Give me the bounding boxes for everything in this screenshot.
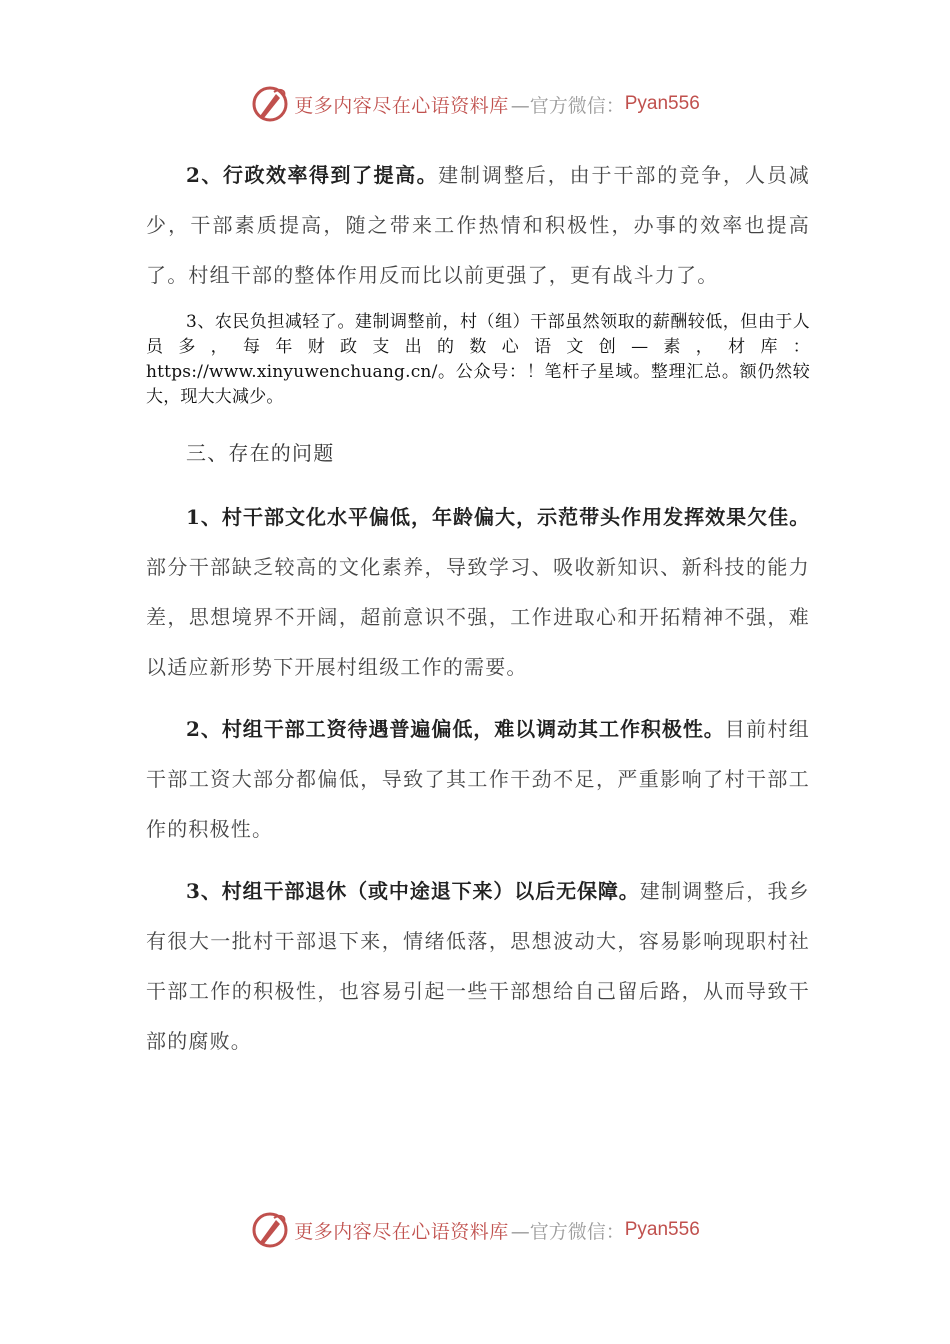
paragraph-retirement [146,866,810,1066]
paragraph-heading: 3、村组干部退休（或中途退下来）以后无保障。 [186,879,640,903]
banner-subtitle: —官方微信： [510,94,625,117]
quill-pen-logo-icon [250,1210,290,1250]
paragraph-heading: 1、村干部文化水平偏低，年龄偏大，示范带头作用发挥效果欠佳。 [186,505,810,529]
banner-title: 更多内容尽在心语资料库 [294,94,509,117]
paragraph-text: 建制调整后，由于干部的竞争，人员减少，干部素质提高，随之带来工作热情和积极性，办事的效率也提高了。村组干部的整体作用反而比以前更强了，更有战斗力了。 [146,163,810,287]
paragraph-text: 目前村组干部工资大部分都偏低，导致了其工作干劲不足，严重影响了村干部工作的积极性。 [146,717,810,841]
document-body [146,150,810,1066]
paragraph-burden: 3、农民负担减轻了。建制调整前，村（组）干部虽然领取的薪酬较低，但由于人员多，每年财政支出的数心语文创—素，材库：https://www.xinyuwenchuang.cn/。公众号：！笔杆子星域。整理汇总。额仍然较大，现大大减少。 [146,312,810,407]
header-watermark-banner [0,84,950,124]
banner-wechat-id: Pyan556 [624,93,700,114]
paragraph-education [146,492,810,692]
paragraph-heading: 2、行政效率得到了提高。 [186,163,439,187]
footer-watermark-banner [0,1210,950,1250]
paragraph-text: 建制调整后，我乡有很大一批村干部退下来，情绪低落，思想波动大，容易影响现职村社干部工作的积极性，也容易引起一些干部想给自己留后路，从而导致干部的腐败。 [146,879,810,1053]
section-heading: 三、存在的问题 [186,441,335,465]
paragraph-efficiency [146,150,810,300]
banner-wechat-id: Pyan556 [624,1219,700,1240]
quill-pen-logo-icon [250,84,290,124]
banner-subtitle: —官方微信： [510,1220,625,1243]
banner-title: 更多内容尽在心语资料库 [294,1220,509,1243]
paragraph-salary [146,704,810,854]
paragraph-heading: 2、村组干部工资待遇普遍偏低，难以调动其工作积极性。 [186,717,725,741]
paragraph-text: 部分干部缺乏较高的文化素养，导致学习、吸收新知识、新科技的能力差，思想境界不开阔，超前意识不强，工作进取心和开拓精神不强，难以适应新形势下开展村组级工作的需要。 [146,555,810,679]
